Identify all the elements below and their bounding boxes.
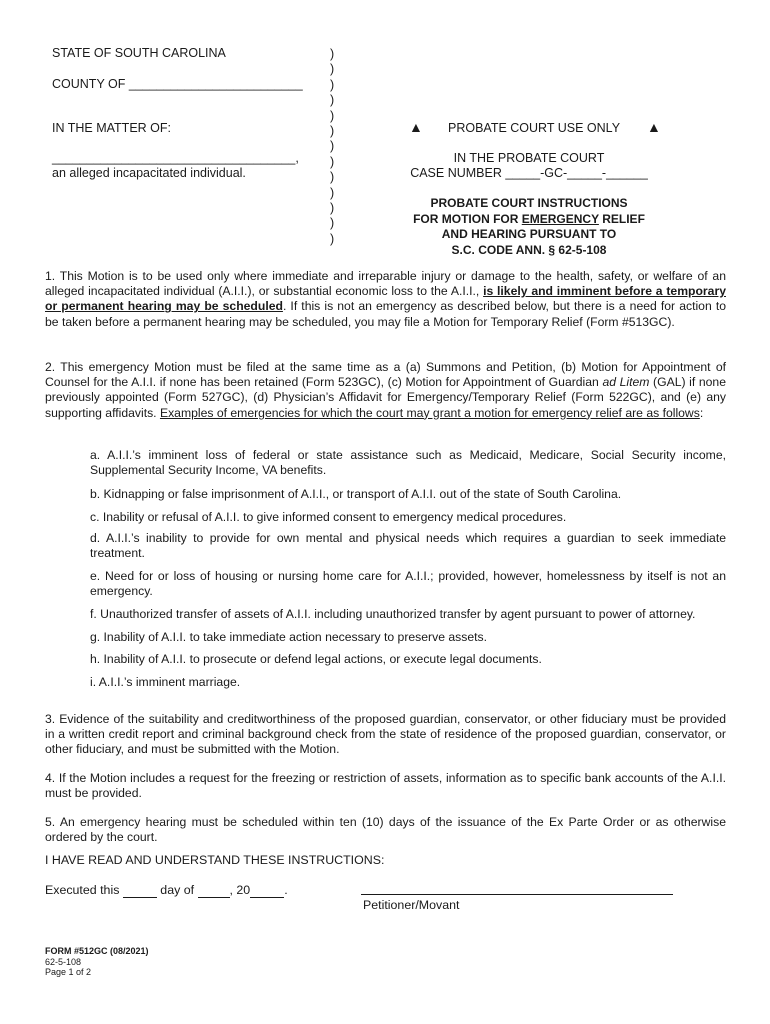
execution-line: [45, 883, 288, 898]
instruction-text: 1. This Motion is to be used only where immediate and irreparable injury or damage to the health, safety, or welfare of an alleged incapacitated individual (A.I.I.), or substantial economic loss to the A.I.I.,: [45, 269, 726, 299]
list-item: i. A.I.I.’s imminent marriage.: [90, 675, 241, 689]
page-title: [390, 196, 668, 258]
executed-label: Executed this: [45, 883, 120, 897]
list-item: b. Kidnapping or false imprisonment of A.I.I., or transport of A.I.I. out of the state of South Carolina.: [90, 487, 622, 501]
instruction-3: 3. Evidence of the suitability and creditworthiness of the proposed guardian, conservator, or other fiduciary must be provided in a written credit report and criminal background check from the state of residence of the proposed guardian, conservator, or other fiduciary, and must be submitted with the Motion.: [45, 712, 726, 757]
county-label: COUNTY OF: [52, 77, 126, 91]
signature-label: Petitioner/Movant: [363, 898, 460, 912]
title-line-2: [390, 212, 668, 228]
form-number: FORM #512GC (08/2021): [45, 946, 149, 956]
year-field[interactable]: [250, 883, 284, 898]
period: .: [284, 883, 288, 897]
paren-mark: ): [330, 154, 335, 169]
paren-mark: ): [330, 185, 335, 200]
paren-mark: ): [330, 231, 335, 246]
paren-mark: ): [330, 139, 335, 154]
list-item: a. A.I.I.’s imminent loss of federal or state assistance such as Medicaid, Medicare, Social Security income, Supplemental Security Income, VA benefits.: [90, 448, 726, 478]
alleged-text: an alleged incapacitated individual.: [52, 166, 246, 180]
paren-mark: ): [330, 123, 335, 138]
title-text: RELIEF: [598, 211, 645, 226]
instruction-2: [45, 360, 726, 421]
paren-mark: ): [330, 200, 335, 215]
instruction-text: 2. This emergency Motion must be filed at the same time as a (a) Summons and Petition, (b) Motion for Appointment of Counsel for the A.I.I. if none has been retained (Form 523GC), (c) Motion for Appointment of Guardian: [45, 360, 726, 390]
title-emphasis: EMERGENCY: [521, 211, 599, 226]
matter-heading: IN THE MATTER OF:: [52, 121, 171, 135]
paren-mark: ): [330, 77, 335, 92]
instruction-1: [45, 269, 726, 330]
list-item: f. Unauthorized transfer of assets of A.I.I. including unauthorized transfer by agent pursuant to power of attorney.: [90, 607, 696, 621]
list-item: c. Inability or refusal of A.I.I. to give informed consent to emergency medical procedures.: [90, 510, 567, 524]
title-text: FOR MOTION FOR: [413, 211, 522, 226]
list-item: d. A.I.I.’s inability to provide for own mental and physical needs which requires a guardian to seek immediate treatment.: [90, 531, 726, 561]
caption-divider: [330, 47, 334, 247]
name-blank[interactable]: ___________________________________,: [52, 151, 299, 165]
paren-mark: ): [330, 216, 335, 231]
list-item: g. Inability of A.I.I. to take immediate action necessary to preserve assets.: [90, 630, 487, 644]
paren-mark: ): [330, 93, 335, 108]
page-number: Page 1 of 2: [45, 967, 92, 977]
county-line: [52, 77, 303, 91]
probate-court-heading: IN THE PROBATE COURT: [453, 151, 605, 165]
triangle-up-icon: ▲: [409, 119, 423, 135]
statute-code: 62-5-108: [45, 956, 82, 967]
acknowledgement-heading: I HAVE READ AND UNDERSTAND THESE INSTRUCTIONS:: [45, 853, 385, 867]
instruction-emphasis: is likely and imminent before a temporary or permanent hearing may be scheduled: [45, 284, 726, 314]
list-item: e. Need for or loss of housing or nursing home care for A.I.I.; provided, however, homelessness by itself is not an emergency.: [90, 569, 726, 599]
paren-mark: ): [330, 62, 335, 77]
year-prefix: , 20: [229, 883, 251, 897]
form-footer: [45, 946, 149, 978]
list-item: h. Inability of A.I.I. to prosecute or defend legal actions, or execute legal documents.: [90, 652, 542, 666]
title-line-1: PROBATE COURT INSTRUCTIONS: [430, 196, 628, 210]
paren-mark: ): [330, 170, 335, 185]
paren-mark: ): [330, 108, 335, 123]
instruction-5: 5. An emergency hearing must be scheduled within ten (10) days of the issuance of the Ex Parte Order or as otherwise ordered by the court.: [45, 815, 726, 845]
county-blank[interactable]: _________________________: [128, 77, 303, 91]
day-of-label: day of: [160, 883, 195, 897]
instruction-underlined: Examples of emergencies for which the court may grant a motion for emergency relief are as follows: [159, 405, 700, 420]
signature-line[interactable]: [361, 894, 673, 895]
triangle-up-icon: ▲: [647, 119, 661, 135]
title-line-3: AND HEARING PURSUANT TO: [441, 227, 617, 242]
court-use-only: PROBATE COURT USE ONLY: [448, 121, 621, 135]
instruction-4: 4. If the Motion includes a request for the freezing or restriction of assets, information as to specific bank accounts of the A.I.I. must be provided.: [45, 771, 726, 801]
instruction-text: (GAL) if none previously appointed (Form 527GC), (d) Physician’s Affidavit for Emergency/Temporary Relief (Form 522GC), and (e) any supporting affidavits.: [45, 375, 726, 420]
instruction-text: :: [699, 405, 704, 420]
instruction-italic: ad Litem: [602, 375, 650, 390]
day-field[interactable]: [123, 883, 157, 898]
case-number[interactable]: CASE NUMBER _____-GC-_____-______: [410, 166, 648, 180]
state-heading: STATE OF SOUTH CAROLINA: [52, 46, 226, 60]
month-field[interactable]: [198, 883, 230, 898]
instruction-text: . If this is not an emergency as described below, but there is a need for action to be taken before a permanent hearing may be scheduled, you may file a Motion for Temporary Relief (Form #513GC).: [45, 299, 727, 329]
title-line-4: S.C. CODE ANN. § 62-5-108: [451, 242, 607, 257]
paren-mark: ): [330, 47, 335, 61]
